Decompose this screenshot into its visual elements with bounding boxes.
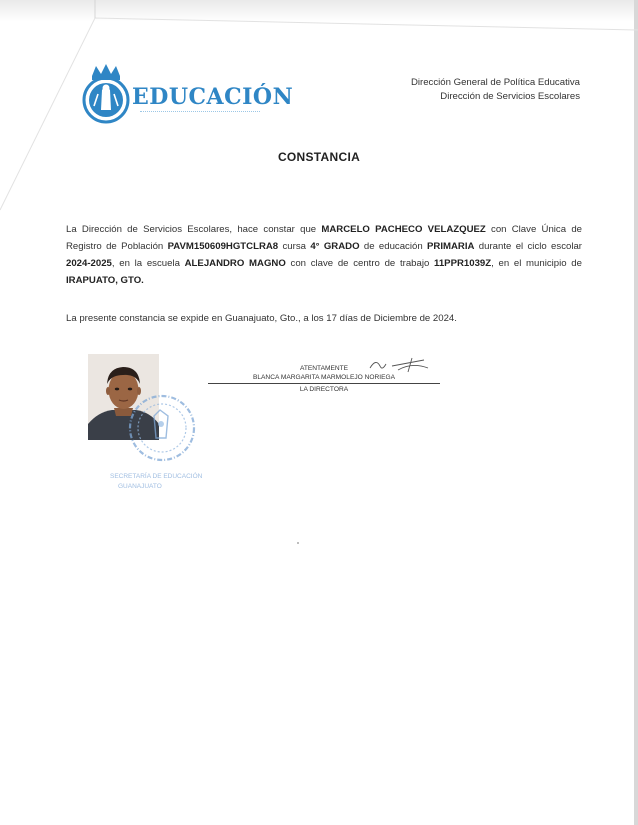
header-line-general-direction: Dirección General de Política Educativa [410,77,580,88]
official-seal [110,388,220,498]
header-line-school-services: Dirección de Servicios Escolares [440,91,580,102]
school-label: , en la escuela [111,258,185,269]
student-curp: PAVM150609HGTCLRA8 [167,241,279,252]
level-label: de educación [359,241,428,252]
issue-statement: La presente constancia se expide en Guanajuato, Gto., a los 17 días de Diciembre de 2024. [66,313,457,324]
cycle-label: durante el ciclo escolar [474,241,582,252]
signatory-role: LA DIRECTORA [299,386,349,393]
scan-speck [297,542,299,544]
seal-text-state: GUANAJUATO [118,483,162,490]
signature-line [208,383,440,384]
handwritten-signature [368,356,438,376]
curp-label: con Clave Única de Registro de Población [66,224,582,252]
signatory-name: BLANCA MARGARITA MARMOLEJO NORIEGA [252,374,396,381]
student-grade: 4° GRADO [310,241,360,252]
document-title: CONSTANCIA [277,150,361,164]
logo-wordmark: EDUCACIÓN [132,84,294,110]
signature-block [208,364,440,394]
header-departments [411,76,580,104]
school-name: ALEJANDRO MAGNO [184,258,286,269]
signature-salutation: ATENTAMENTE [299,365,349,372]
education-logo [80,62,294,128]
seal-text-institution: SECRETARÍA DE EDUCACIÓN [110,473,203,480]
certificate-body [66,221,582,289]
education-level: PRIMARIA [427,241,475,252]
guanajuato-emblem-icon [80,62,134,126]
work-center-key: 11PPR1039Z [434,258,492,269]
cct-label: con clave de centro de trabajo [285,258,435,269]
student-name: MARCELO PACHECO VELAZQUEZ [321,224,486,235]
grade-label: cursa [278,241,311,252]
body-intro: La Dirección de Servicios Escolares, hace constar que [66,224,322,235]
school-cycle: 2024-2025 [66,258,112,269]
logo-tagline-line [140,111,260,115]
municipality: IRAPUATO, GTO. [66,275,144,286]
municipality-label: , en el municipio de [491,258,582,269]
